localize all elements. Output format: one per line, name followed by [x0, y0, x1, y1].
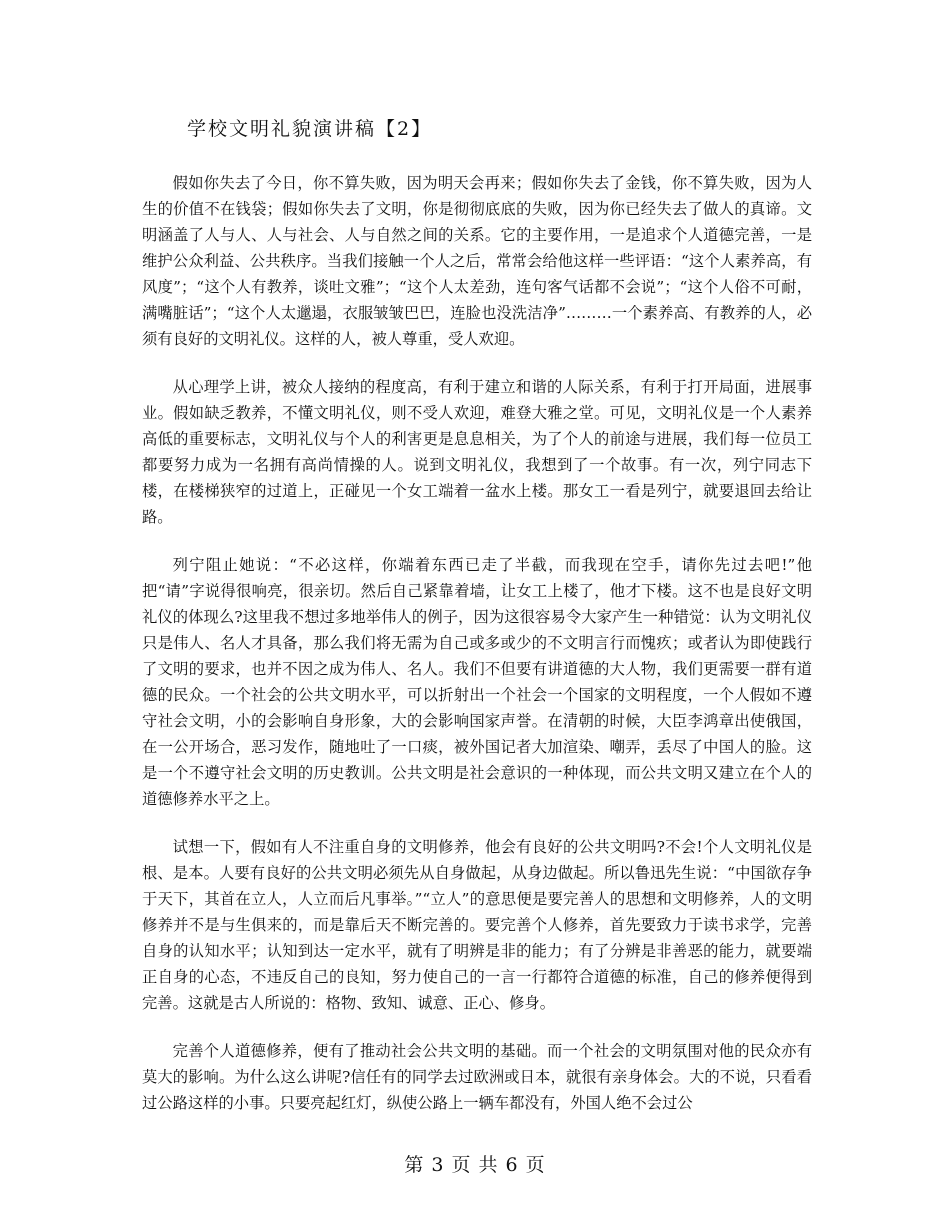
page-number-footer: 第 3 页 共 6 页	[404, 1154, 546, 1176]
paragraph-2: 从心理学上讲，被众人接纳的程度高，有利于建立和谐的人际关系，有利于打开局面，进展事业。假如缺乏教养，不懂文明礼仪，则不受人欢迎，难登大雅之堂。可见，文明礼仪是一个人素养高低的重要标志，文明礼仪与个人的利害更是息息相关，为了个人的前途与进展，我们每一位员工都要努力成为一名拥有高尚情操的人。说到文明礼仪，我想到了一个故事。有一次，列宁同志下楼，在楼梯狭窄的过道上，正碰见一个女工端着一盆水上楼。那女工一看是列宁，就要退回去给让路。	[142, 378, 812, 526]
paragraph-5: 完善个人道德修养，便有了推动社会公共文明的基础。而一个社会的文明氛围对他的民众亦有莫大的影响。为什么这么讲呢?信任有的同学去过欧洲或日本，就很有亲身体会。大的不说，只看看过公路这样的小事。只要亮起红灯，纵使公路上一辆车都没有，外国人绝不会过公	[142, 1042, 812, 1112]
paragraph-3: 列宁阻止她说：“不必这样，你端着东西已走了半截，而我现在空手，请你先过去吧!”他把“请”字说得很响亮，很亲切。然后自己紧靠着墙，让女工上楼了，他才下楼。这不也是良好文明礼仪的体现么?这里我不想过多地举伟人的例子，因为这很容易令大家产生一种错觉：认为文明礼仪只是伟人、名人才具备，那么我们将无需为自己或多或少的不文明言行而愧疚；或者认为即使践行了文明的要求，也并不因之成为伟人、名人。我们不但要有讲道德的大人物，我们更需要一群有道德的民众。一个社会的公共文明水平，可以折射出一个社会一个国家的文明程度，一个人假如不遵守社会文明，小的会影响自身形象，大的会影响国家声誉。在清朝的时候，大臣李鸿章出使俄国，在一公开场合，恶习发作，随地吐了一口痰，被外国记者大加渲染、嘲弄，丢尽了中国人的脸。这是一个不遵守社会文明的历史教训。公共文明是社会意识的一种体现，而公共文明又建立在个人的道德修养水平之上。	[142, 556, 812, 808]
document-body	[142, 170, 812, 1138]
paragraph-4: 试想一下，假如有人不注重自身的文明修养，他会有良好的公共文明吗?不会!个人文明礼仪是根、是本。人要有良好的公共文明必须先从自身做起，从身边做起。所以鲁迅先生说：“中国欲存争于天下，其首在立人，人立而后凡事举。”“立人”的意思便是要完善人的思想和文明修养，人的文明修养并不是与生俱来的，而是靠后天不断完善的。要完善个人修养，首先要致力于读书求学，完善自身的认知水平；认知到达一定水平，就有了明辨是非的能力；有了分辨是非善恶的能力，就要端正自身的心态，不违反自己的良知，努力使自己的一言一行都符合道德的标准，自己的修养便得到完善。这就是古人所说的：格物、致知、诚意、正心、修身。	[142, 838, 812, 1012]
paragraph-1: 假如你失去了今日，你不算失败，因为明天会再来；假如你失去了金钱，你不算失败，因为人生的价值不在钱袋；假如你失去了文明，你是彻彻底底的失败，因为你已经失去了做人的真谛。文明涵盖了人与人、人与社会、人与自然之间的关系。它的主要作用，一是追求个人道德完善，一是维护公众利益、公共秩序。当我们接触一个人之后，常常会给他这样一些评语：“这个人素养高，有风度”；“这个人有教养，谈吐文雅”；“这个人太差劲，连句客气话都不会说”；“这个人俗不可耐，满嘴脏话”；“这个人太邋遢，衣服皱皱巴巴，连脸也没洗洁净”………一个素养高、有教养的人，必须有良好的文明礼仪。这样的人，被人尊重，受人欢迎。	[142, 174, 812, 348]
document-title: 学校文明礼貌演讲稿【2】	[187, 118, 433, 140]
